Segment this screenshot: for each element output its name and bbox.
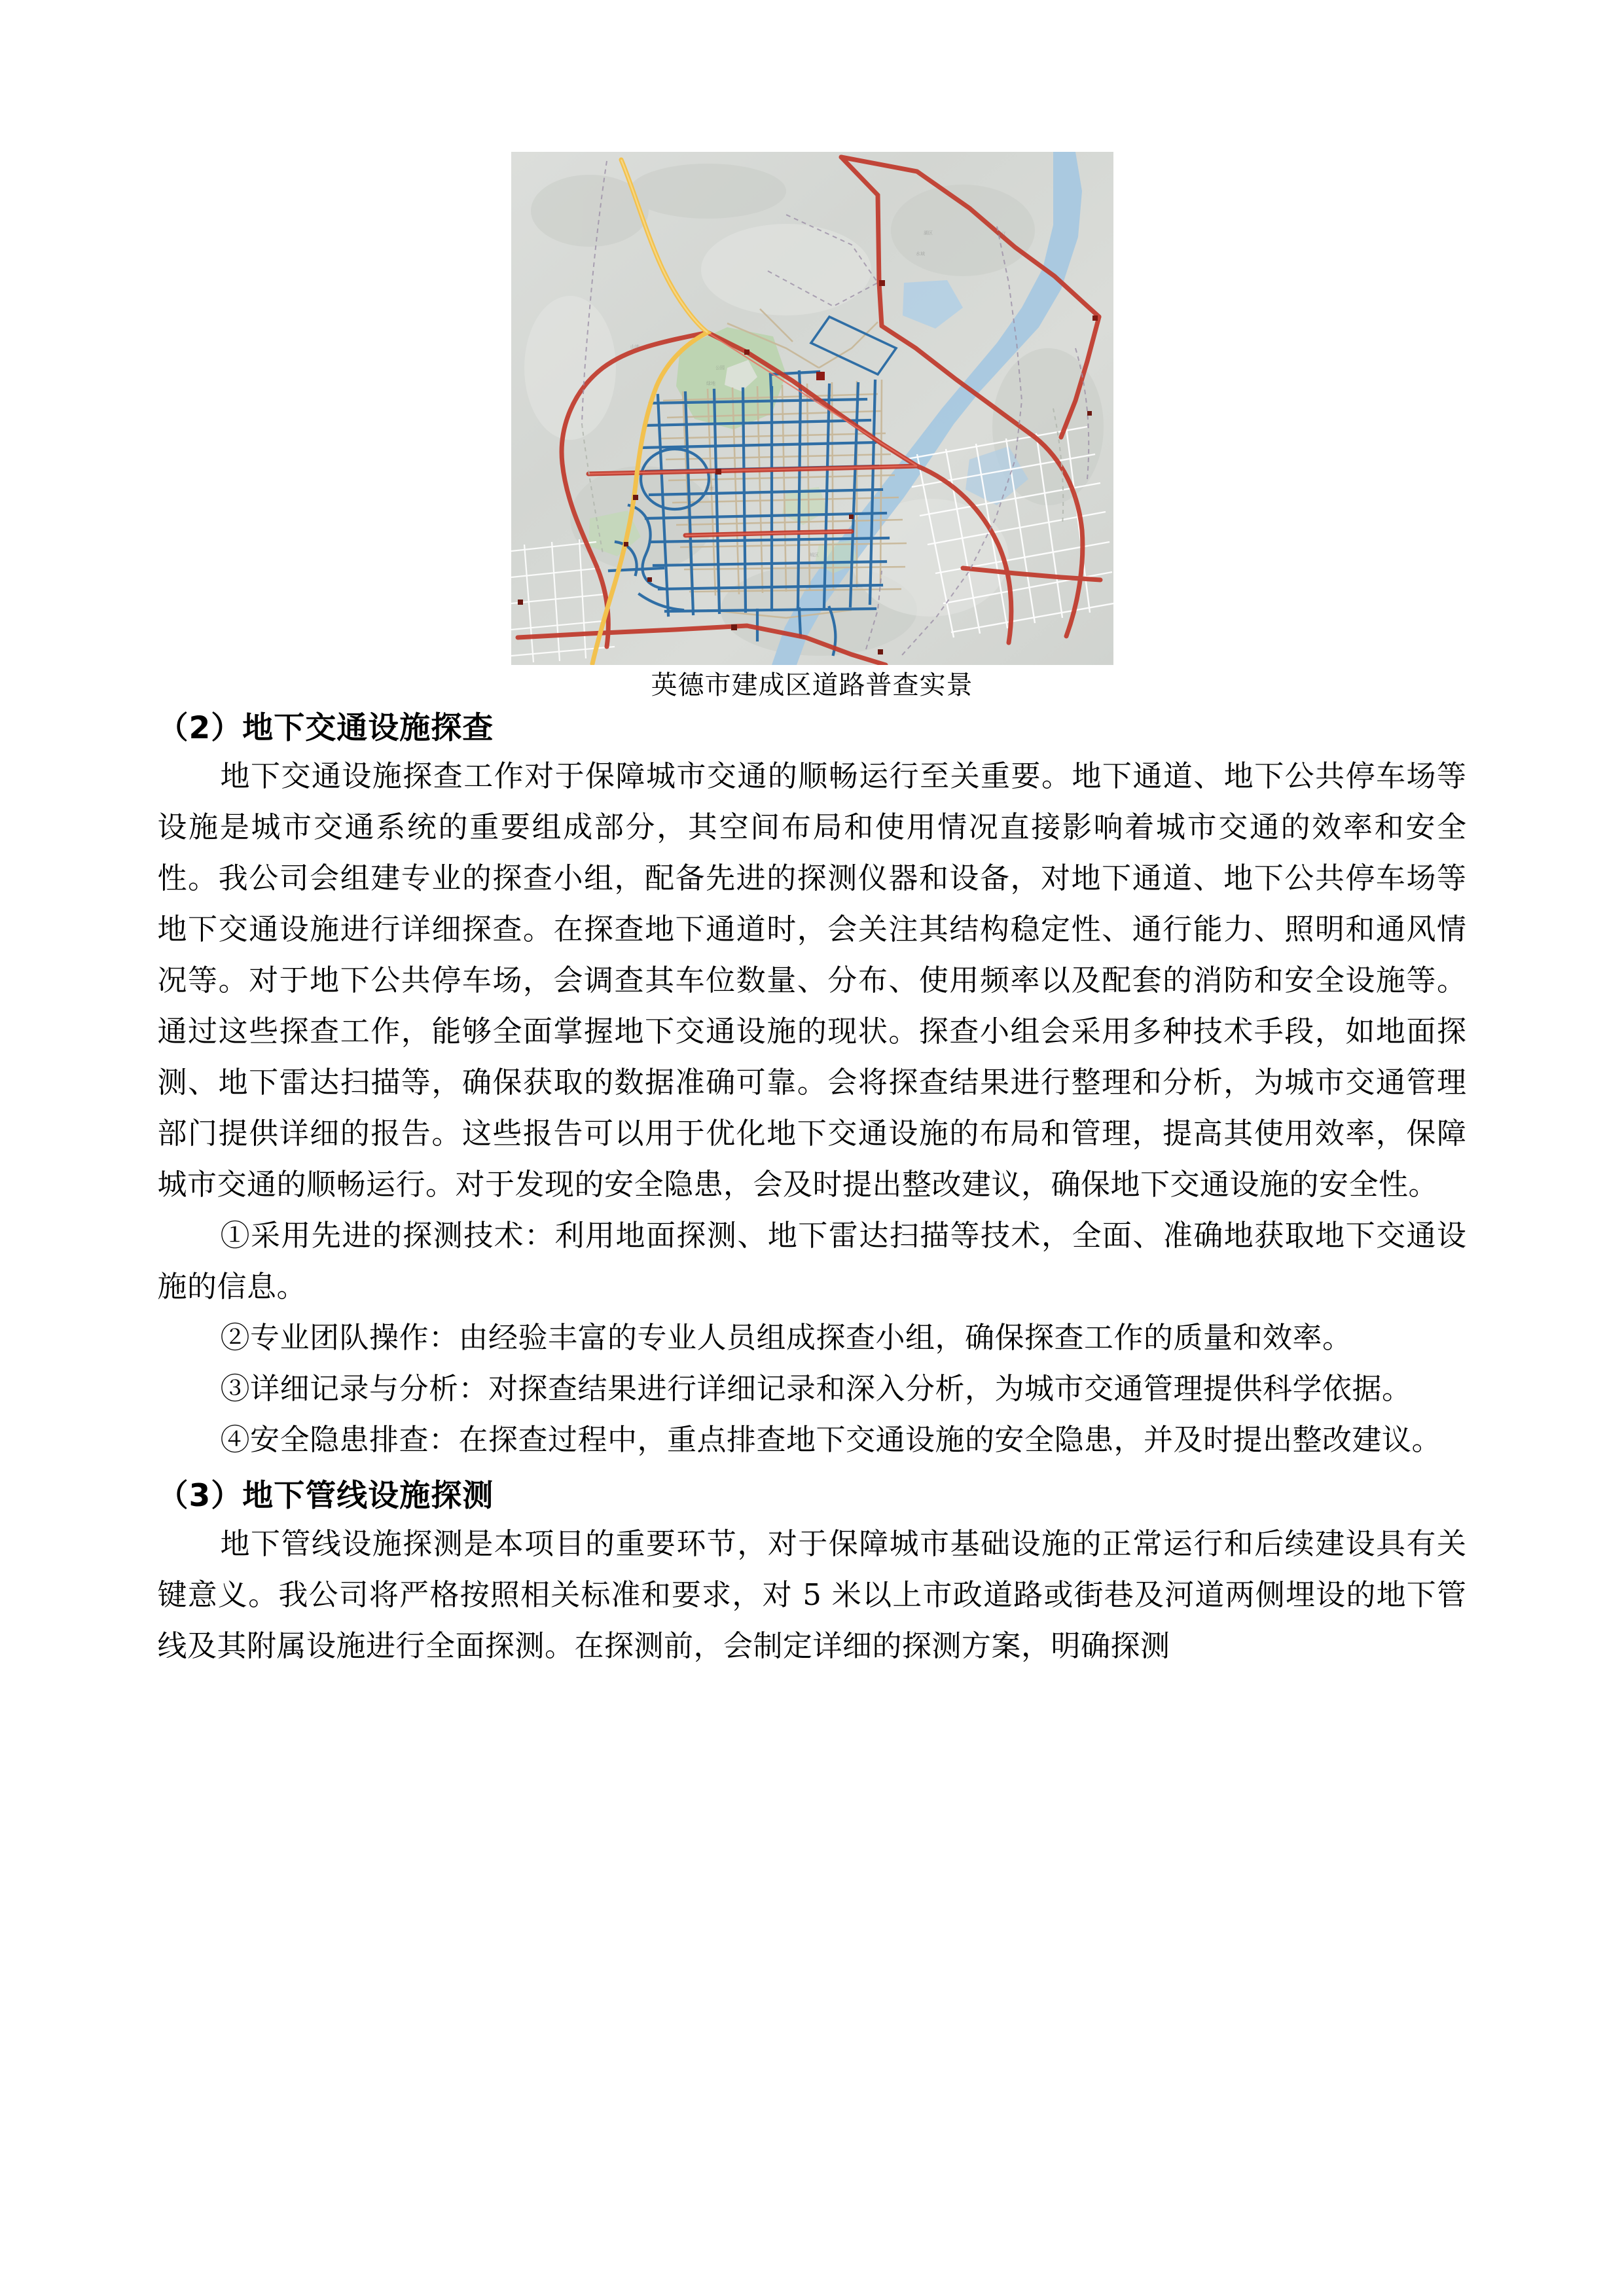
section-2-item-2: ②专业团队操作：由经验丰富的专业人员组成探查小组，确保探查工作的质量和效率。 (220, 1319, 1352, 1355)
map-graphic (511, 152, 1113, 665)
figure-block (0, 0, 1624, 702)
document-body (158, 712, 1467, 1672)
section-2-item-3: ③详细记录与分析：对探查结果进行详细记录和深入分析，为城市交通管理提供科学依据。 (220, 1371, 1412, 1406)
svg-text:湖区: 湖区 (923, 230, 933, 236)
city-road-survey-map (511, 152, 1113, 665)
section-2-paragraph-1: 地下交通设施探查工作对于保障城市交通的顺畅运行至关重要。地下通道、地下公共停车场等设施是城市交通系统的重要组成部分，其空间布局和使用情况直接影响着城市交通的效率和安全性。我公司会组建专业的探查小组，配备先进的探测仪器和设备，对地下通道、地下公共停车场等地下交通设施进行详细探查。在探查地下通道时，会关注其结构稳定性、通行能力、照明和通风情况等。对于地下公共停车场，会调查其车位数量、分布、使用频率以及配套的消防和安全设施等。通过这些探查工作，能够全面掌握地下交通设施的现状。探查小组会采用多种技术手段，如地面探测、地下雷达扫描等，确保获取的数据准确可靠。会将探查结果进行整理和分析，为城市交通管理部门提供详细的报告。这些报告可以用于优化地下交通设施的布局和管理，提高其使用效率，保障城市交通的顺畅运行。对于发现的安全隐患，会及时提出整改建议，确保地下交通设施的安全性。 (157, 758, 1467, 1202)
section-heading-2: （2）地下交通设施探查 (157, 710, 494, 746)
svg-text:湖面: 湖面 (704, 486, 714, 491)
section-3-paragraph-1: 地下管线设施探测是本项目的重要环节，对于保障城市基础设施的正常运行和后续建设具有关键意义。我公司将严格按照相关标准和要求，对 5 米以上市政道路或街巷及河道两侧埋设的地下管线及其附属设施进行全面探测。在探测前，会制定详细的探测方案，明确探测 (157, 1526, 1467, 1663)
svg-text:城区: 城区 (809, 552, 819, 558)
section-2-item-4: ④安全隐患排查：在探查过程中，重点排查地下交通设施的安全隐患，并及时提出整改建议。 (220, 1422, 1442, 1457)
figure-caption: 英德市建成区道路普查实景 (651, 670, 973, 700)
svg-text:山地: 山地 (630, 344, 640, 350)
svg-text:北江: 北江 (996, 232, 1006, 237)
svg-text:水域: 水域 (915, 251, 925, 257)
svg-text:绿地: 绿地 (706, 381, 715, 386)
section-heading-3: （3）地下管线设施探测 (157, 1477, 494, 1514)
svg-text:公园: 公园 (715, 365, 725, 370)
section-2-item-1: ①采用先进的探测技术：利用地面探测、地下雷达扫描等技术，全面、准确地获取地下交通设施的信息。 (157, 1217, 1467, 1304)
